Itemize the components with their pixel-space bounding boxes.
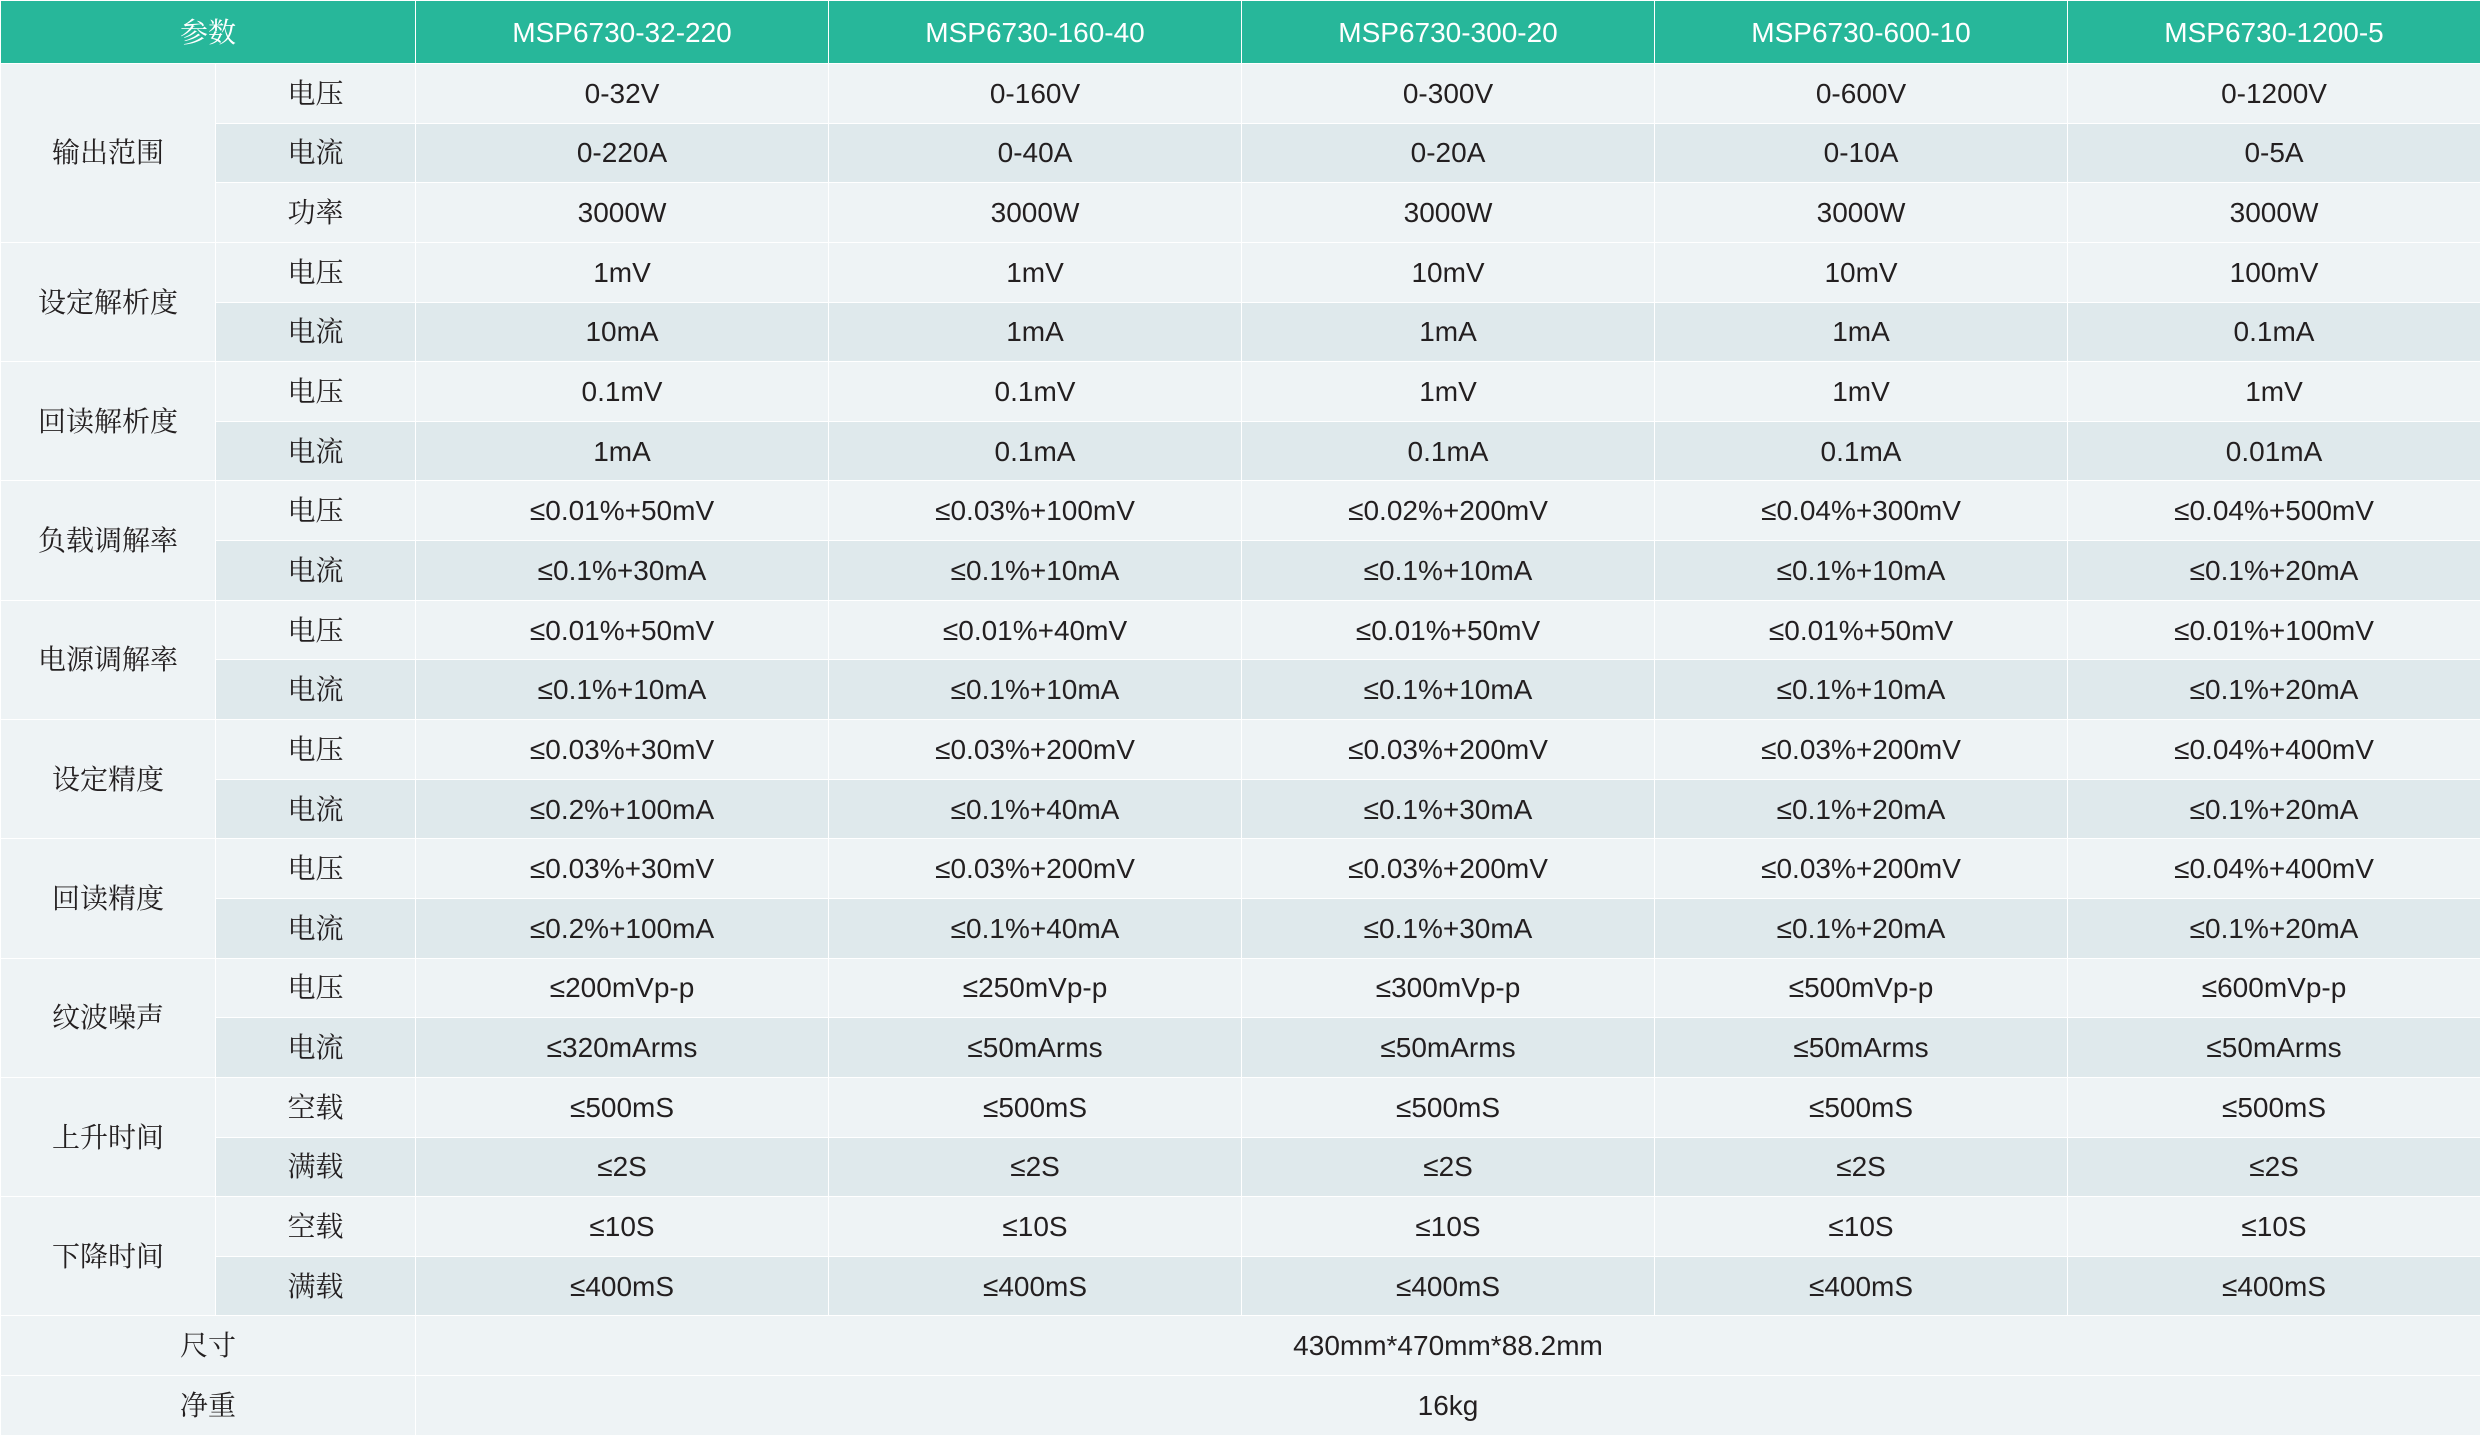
- header-model-1: MSP6730-32-220: [416, 1, 829, 64]
- cell-value: 0.1mA: [2068, 302, 2480, 362]
- cell-value: ≤0.01%+100mV: [2068, 600, 2480, 660]
- cell-value: ≤0.1%+10mA: [829, 541, 1242, 601]
- cell-value: ≤0.1%+30mA: [1242, 779, 1655, 839]
- cell-value: ≤0.04%+400mV: [2068, 839, 2480, 899]
- cell-value: 3000W: [1655, 183, 2068, 243]
- table-row: [1, 541, 2480, 601]
- cell-value: ≤0.1%+10mA: [829, 660, 1242, 720]
- table-row: [1, 123, 2480, 183]
- sub-label: 电流: [216, 898, 416, 958]
- table-row: [1, 720, 2480, 780]
- cell-value: 0-600V: [1655, 64, 2068, 124]
- group-label-line-regulation: 电源调解率: [1, 600, 216, 719]
- group-label-readback-resolution: 回读解析度: [1, 362, 216, 481]
- cell-value: 0.1mA: [1242, 421, 1655, 481]
- cell-value: ≤500mS: [1655, 1077, 2068, 1137]
- cell-value: 0.1mA: [1655, 421, 2068, 481]
- table-row: [1, 362, 2480, 422]
- cell-value: 1mV: [416, 242, 829, 302]
- sub-label: 电压: [216, 242, 416, 302]
- table-row: [1, 1256, 2480, 1316]
- cell-value: 1mV: [2068, 362, 2480, 422]
- cell-value: ≤0.01%+40mV: [829, 600, 1242, 660]
- cell-value: ≤0.04%+500mV: [2068, 481, 2480, 541]
- sub-label: 电流: [216, 302, 416, 362]
- cell-value: ≤50mArms: [1242, 1018, 1655, 1078]
- sub-label: 满载: [216, 1256, 416, 1316]
- cell-value: ≤0.03%+200mV: [829, 839, 1242, 899]
- sub-label: 空载: [216, 1077, 416, 1137]
- sub-label: 功率: [216, 183, 416, 243]
- group-label-net-weight: 净重: [1, 1376, 416, 1436]
- cell-value: 0.1mV: [829, 362, 1242, 422]
- table-row: [1, 242, 2480, 302]
- cell-value: 1mV: [829, 242, 1242, 302]
- cell-value: ≤50mArms: [2068, 1018, 2480, 1078]
- sub-label: 电压: [216, 839, 416, 899]
- cell-value: ≤0.04%+300mV: [1655, 481, 2068, 541]
- cell-value: ≤600mVp-p: [2068, 958, 2480, 1018]
- cell-value: 0.1mA: [829, 421, 1242, 481]
- cell-value: 0-40A: [829, 123, 1242, 183]
- cell-value: ≤500mS: [1242, 1077, 1655, 1137]
- cell-value: ≤0.02%+200mV: [1242, 481, 1655, 541]
- cell-value: 1mA: [416, 421, 829, 481]
- table-row: [1, 1077, 2480, 1137]
- table-row: [1, 898, 2480, 958]
- cell-value: ≤0.03%+200mV: [1655, 839, 2068, 899]
- cell-value: ≤400mS: [1655, 1256, 2068, 1316]
- cell-value: 3000W: [416, 183, 829, 243]
- cell-value: 1mV: [1655, 362, 2068, 422]
- cell-value: ≤0.1%+20mA: [1655, 779, 2068, 839]
- cell-value: ≤0.1%+10mA: [1242, 541, 1655, 601]
- header-model-4: MSP6730-600-10: [1655, 1, 2068, 64]
- cell-value-dimensions: 430mm*470mm*88.2mm: [416, 1316, 2480, 1376]
- cell-value: ≤0.1%+10mA: [416, 660, 829, 720]
- cell-value: ≤0.2%+100mA: [416, 898, 829, 958]
- cell-value: ≤50mArms: [1655, 1018, 2068, 1078]
- sub-label: 电压: [216, 362, 416, 422]
- table-row: [1, 1018, 2480, 1078]
- cell-value: 1mA: [1655, 302, 2068, 362]
- cell-value: 3000W: [1242, 183, 1655, 243]
- cell-value: ≤0.1%+40mA: [829, 898, 1242, 958]
- table-row: [1, 1316, 2480, 1376]
- cell-value: ≤0.2%+100mA: [416, 779, 829, 839]
- cell-value: ≤0.1%+40mA: [829, 779, 1242, 839]
- cell-value: 0-32V: [416, 64, 829, 124]
- group-label-output-range: 输出范围: [1, 64, 216, 243]
- cell-value: 0-220A: [416, 123, 829, 183]
- cell-value: ≤2S: [1242, 1137, 1655, 1197]
- cell-value: 0-160V: [829, 64, 1242, 124]
- sub-label: 电流: [216, 541, 416, 601]
- table-row: [1, 1137, 2480, 1197]
- cell-value: ≤0.03%+200mV: [1655, 720, 2068, 780]
- group-label-set-resolution: 设定解析度: [1, 242, 216, 361]
- cell-value: ≤2S: [829, 1137, 1242, 1197]
- cell-value: ≤400mS: [416, 1256, 829, 1316]
- header-row: [1, 1, 2480, 64]
- cell-value: 100mV: [2068, 242, 2480, 302]
- cell-value: 0.1mV: [416, 362, 829, 422]
- cell-value: ≤0.1%+20mA: [2068, 541, 2480, 601]
- table-row: [1, 302, 2480, 362]
- cell-value: ≤0.03%+30mV: [416, 720, 829, 780]
- table-row: [1, 958, 2480, 1018]
- cell-value: ≤0.03%+100mV: [829, 481, 1242, 541]
- table-row: [1, 1197, 2480, 1257]
- sub-label: 电流: [216, 660, 416, 720]
- group-label-dimensions: 尺寸: [1, 1316, 416, 1376]
- sub-label: 电流: [216, 1018, 416, 1078]
- cell-value: ≤320mArms: [416, 1018, 829, 1078]
- cell-value: ≤0.1%+10mA: [1655, 541, 2068, 601]
- sub-label: 电流: [216, 421, 416, 481]
- cell-value: ≤2S: [2068, 1137, 2480, 1197]
- table-row: [1, 64, 2480, 124]
- cell-value: ≤0.04%+400mV: [2068, 720, 2480, 780]
- cell-value: 3000W: [2068, 183, 2480, 243]
- sub-label: 电压: [216, 720, 416, 780]
- sub-label: 空载: [216, 1197, 416, 1257]
- cell-value: 1mV: [1242, 362, 1655, 422]
- cell-value: ≤0.01%+50mV: [1655, 600, 2068, 660]
- cell-value: ≤250mVp-p: [829, 958, 1242, 1018]
- cell-value: ≤10S: [829, 1197, 1242, 1257]
- cell-value: ≤0.1%+10mA: [1655, 660, 2068, 720]
- sub-label: 电压: [216, 64, 416, 124]
- group-label-rise-time: 上升时间: [1, 1077, 216, 1196]
- cell-value: 3000W: [829, 183, 1242, 243]
- cell-value: 0-10A: [1655, 123, 2068, 183]
- group-label-load-regulation: 负载调解率: [1, 481, 216, 600]
- cell-value: ≤10S: [1242, 1197, 1655, 1257]
- sub-label: 电流: [216, 123, 416, 183]
- header-model-5: MSP6730-1200-5: [2068, 1, 2480, 64]
- cell-value: ≤0.1%+10mA: [1242, 660, 1655, 720]
- cell-value: ≤0.01%+50mV: [1242, 600, 1655, 660]
- table-header: [1, 1, 2480, 64]
- table-body: [1, 64, 2480, 1436]
- cell-value: ≤2S: [1655, 1137, 2068, 1197]
- sub-label: 电压: [216, 600, 416, 660]
- cell-value: 0-300V: [1242, 64, 1655, 124]
- sub-label: 满载: [216, 1137, 416, 1197]
- cell-value: ≤400mS: [1242, 1256, 1655, 1316]
- cell-value: ≤0.1%+20mA: [2068, 898, 2480, 958]
- sub-label: 电压: [216, 958, 416, 1018]
- header-parameter: 参数: [1, 1, 416, 64]
- cell-value: 10mV: [1242, 242, 1655, 302]
- cell-value: 1mA: [829, 302, 1242, 362]
- cell-value: ≤400mS: [2068, 1256, 2480, 1316]
- cell-value: ≤2S: [416, 1137, 829, 1197]
- cell-value: ≤0.03%+200mV: [829, 720, 1242, 780]
- cell-value: ≤0.03%+30mV: [416, 839, 829, 899]
- cell-value: ≤0.01%+50mV: [416, 481, 829, 541]
- table-row: [1, 779, 2480, 839]
- table-row: [1, 183, 2480, 243]
- table-row: [1, 481, 2480, 541]
- cell-value: ≤500mS: [2068, 1077, 2480, 1137]
- cell-value: 0-20A: [1242, 123, 1655, 183]
- cell-value: ≤0.03%+200mV: [1242, 720, 1655, 780]
- cell-value: ≤10S: [416, 1197, 829, 1257]
- cell-value: ≤0.01%+50mV: [416, 600, 829, 660]
- cell-value: 10mA: [416, 302, 829, 362]
- cell-value: ≤500mVp-p: [1655, 958, 2068, 1018]
- cell-value: ≤50mArms: [829, 1018, 1242, 1078]
- table-row: [1, 600, 2480, 660]
- cell-value: ≤400mS: [829, 1256, 1242, 1316]
- cell-value: ≤0.1%+20mA: [2068, 660, 2480, 720]
- header-model-2: MSP6730-160-40: [829, 1, 1242, 64]
- cell-value-net-weight: 16kg: [416, 1376, 2480, 1436]
- cell-value: ≤0.1%+20mA: [2068, 779, 2480, 839]
- cell-value: ≤10S: [1655, 1197, 2068, 1257]
- cell-value: 0-1200V: [2068, 64, 2480, 124]
- cell-value: ≤500mS: [829, 1077, 1242, 1137]
- group-label-set-accuracy: 设定精度: [1, 720, 216, 839]
- cell-value: ≤0.03%+200mV: [1242, 839, 1655, 899]
- sub-label: 电压: [216, 481, 416, 541]
- cell-value: 1mA: [1242, 302, 1655, 362]
- cell-value: ≤300mVp-p: [1242, 958, 1655, 1018]
- cell-value: 0-5A: [2068, 123, 2480, 183]
- cell-value: 10mV: [1655, 242, 2068, 302]
- table-row: [1, 839, 2480, 899]
- cell-value: ≤200mVp-p: [416, 958, 829, 1018]
- header-model-3: MSP6730-300-20: [1242, 1, 1655, 64]
- cell-value: ≤0.1%+20mA: [1655, 898, 2068, 958]
- group-label-fall-time: 下降时间: [1, 1197, 216, 1316]
- cell-value: ≤0.1%+30mA: [416, 541, 829, 601]
- group-label-readback-accuracy: 回读精度: [1, 839, 216, 958]
- table-row: [1, 1376, 2480, 1436]
- cell-value: 0.01mA: [2068, 421, 2480, 481]
- cell-value: ≤0.1%+30mA: [1242, 898, 1655, 958]
- group-label-ripple-noise: 纹波噪声: [1, 958, 216, 1077]
- cell-value: ≤500mS: [416, 1077, 829, 1137]
- table-row: [1, 660, 2480, 720]
- table-row: [1, 421, 2480, 481]
- sub-label: 电流: [216, 779, 416, 839]
- cell-value: ≤10S: [2068, 1197, 2480, 1257]
